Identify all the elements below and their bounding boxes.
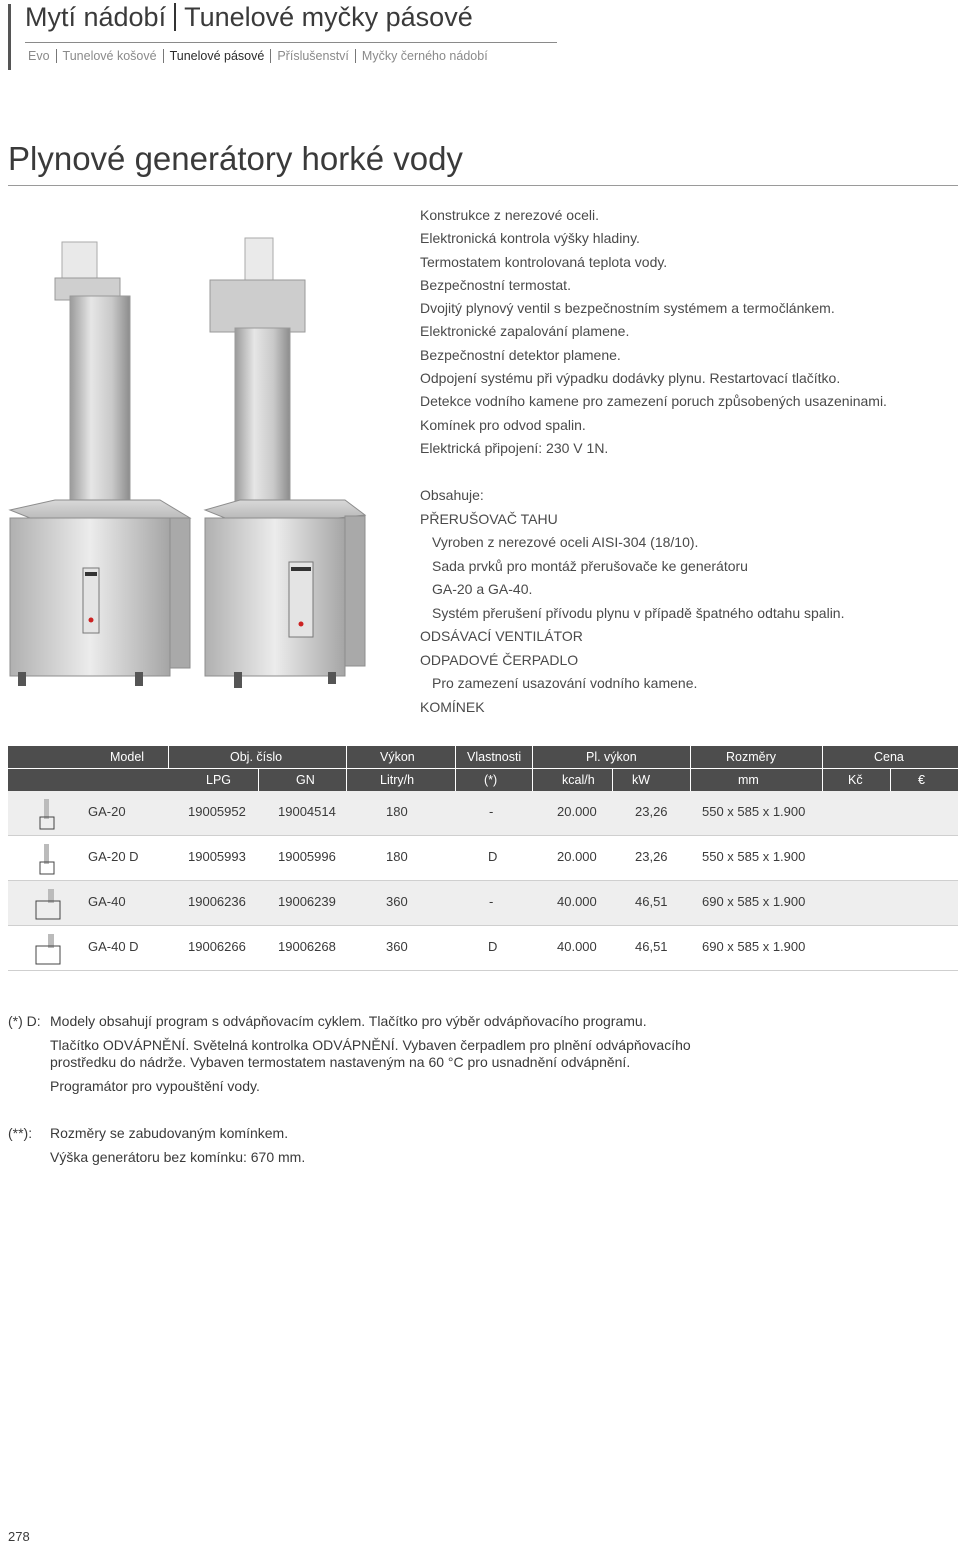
footnote-line: Výška generátoru bez komínku: 670 mm. [50,1149,306,1165]
feature-item: Konstrukce z nerezové oceli. [420,207,599,223]
th-kc: Kč [848,773,863,787]
contents-subitem: GA-20 a GA-40. [432,581,533,597]
cell-vlastnosti: - [489,804,494,819]
th-star: (*) [484,773,498,787]
footnote-line: Programátor pro vypouštění vody. [50,1078,260,1094]
cell-model: GA-40 D [88,939,139,954]
th-divider [532,769,533,791]
product-thumbnail [30,932,74,966]
table-row [8,836,958,880]
cell-vlastnosti: D [488,939,498,954]
cell-rozmery: 550 x 585 x 1.900 [702,849,806,864]
feature-item: Bezpečnostní detektor plamene. [420,346,621,363]
th-rozmery: Rozměry [726,750,777,764]
th-eur: € [918,773,925,787]
cell-kw: 23,26 [635,849,668,864]
product-thumbnail [30,887,74,921]
th-divider [690,769,691,791]
footnote-line: Rozměry se zabudovaným komínkem. [50,1125,289,1141]
cell-gn: 19004514 [278,804,336,819]
section-rule [8,185,958,186]
nav-item-tunelove-kosove[interactable]: Tunelové košové [56,49,163,63]
th-mm: mm [738,773,759,787]
th-gn: GN [296,773,315,787]
th-pl-vykon: Pl. výkon [586,750,637,764]
th-divider [690,746,691,768]
th-lpg: LPG [206,773,232,787]
th-divider [258,769,259,791]
table-header-row-1 [8,746,958,768]
row-divider [8,970,958,971]
feature-item: Detekce vodního kamene pro zamezení poruch způsobených usazeninami. [420,393,887,410]
th-vykon: Výkon [380,750,415,764]
cell-model: GA-40 [88,894,126,909]
cell-lpg: 19006266 [188,939,246,954]
nav-item-tunelove-pasove[interactable]: Tunelové pásové [163,49,271,63]
feature-item: Komínek pro odvod spalin. [420,416,586,433]
th-divider [532,746,533,768]
cell-litry: 360 [386,894,408,909]
contents-item: ODPADOVÉ ČERPADLO [420,651,579,668]
cell-lpg: 19005952 [188,804,246,819]
product-thumbnail [30,797,74,831]
generator-small [10,242,190,686]
feature-item: Elektronické zapalování plamene. [420,323,630,340]
cell-lpg: 19006236 [188,894,246,909]
cell-model: GA-20 [88,804,126,819]
th-divider [168,746,169,768]
feature-item: Elektronická kontrola výšky hladiny. [420,230,640,247]
th-kw: kW [632,773,651,787]
cell-lpg: 19005993 [188,849,246,864]
th-cena: Cena [874,750,904,764]
th-divider [822,746,823,768]
header-title-divider [174,3,176,31]
breadcrumb-nav [28,49,494,63]
contents-subitem: Pro zamezení usazování vodního kamene. [432,675,698,691]
feature-item: Bezpečnostní termostat. [420,276,571,293]
cell-litry: 180 [386,804,408,819]
feature-list [420,204,887,460]
product-photo [0,200,410,700]
cell-kcal: 20.000 [557,849,597,864]
section-title: Plynové generátory horké vody [8,140,463,177]
cell-rozmery: 690 x 585 x 1.900 [702,894,806,909]
feature-item: Termostatem kontrolovaná teplota vody. [420,253,668,270]
th-divider [346,769,347,791]
table-header-row-2 [8,769,958,791]
th-kcal: kcal/h [562,773,595,787]
cell-model: GA-20 D [88,849,139,864]
header-category: Mytí nádobí [25,2,167,32]
th-obj: Obj. číslo [230,750,283,764]
cell-gn: 19006268 [278,939,336,954]
th-model: Model [110,750,145,764]
contents-item: ODSÁVACÍ VENTILÁTOR [420,628,583,644]
header-rule [25,42,557,43]
table-row [8,881,958,925]
page-number: 278 [8,1529,30,1544]
cell-litry: 180 [386,849,408,864]
th-divider [822,769,823,791]
cell-gn: 19006239 [278,894,336,909]
contents-subitem: Vyroben z nerezové oceli AISI-304 (18/10). [432,534,699,550]
contents-item: PŘERUŠOVAČ TAHU [420,510,558,527]
contents-heading: Obsahuje: [420,487,484,503]
footnote-line: Tlačítko ODVÁPNĚNÍ. Světelná kontrolka ODVÁPNĚNÍ. Vybaven čerpadlem pro plnění odvápňovacího [50,1037,691,1053]
cell-kcal: 20.000 [557,804,597,819]
th-divider [455,769,456,791]
table-row [8,791,958,835]
feature-item: Odpojení systému při výpadku dodávky plynu. Restartovací tlačítko. [420,370,841,387]
cell-vlastnosti: - [489,894,494,909]
cell-vlastnosti: D [488,849,498,864]
th-vlastnosti: Vlastnosti [467,750,522,764]
cell-kcal: 40.000 [557,939,597,954]
th-divider [346,746,347,768]
feature-item: Elektrická připojení: 230 V 1N. [420,439,609,456]
contents-subitem: Sada prvků pro montáž přerušovače ke generátoru [432,557,748,574]
cell-kw: 23,26 [635,804,668,819]
cell-kw: 46,51 [635,939,668,954]
cell-rozmery: 550 x 585 x 1.900 [702,804,806,819]
generator-large [205,238,365,688]
th-divider [612,769,613,791]
contents-subitem: Systém přerušení přívodu plynu v případě špatného odtahu spalin. [432,604,845,621]
table-row [8,926,958,970]
footnote-label: (*) D: [8,1013,41,1029]
header-subcategory: Tunelové myčky pásové [184,2,473,32]
nav-item-prislusenstvi[interactable]: Příslušenství [270,49,355,63]
footnote-line: prostředku do nádrže. Vybaven termostatem nastaveným na 60 °C pro usnadnění odvápnění. [50,1054,631,1070]
th-divider [455,746,456,768]
nav-item-evo[interactable]: Evo [28,49,50,63]
cell-kcal: 40.000 [557,894,597,909]
cell-kw: 46,51 [635,894,668,909]
nav-item-mycky-cerneho-nadobi[interactable]: Myčky černého nádobí [355,49,494,63]
cell-litry: 360 [386,939,408,954]
footnote-label: (**): [8,1125,33,1141]
header-title [25,2,473,33]
header-accent-bar [8,4,11,70]
cell-rozmery: 690 x 585 x 1.900 [702,939,806,954]
product-thumbnail [30,842,74,876]
contents-list [420,484,844,719]
footnote-line: Modely obsahují program s odvápňovacím cyklem. Tlačítko pro výběr odvápňovacího programu. [50,1013,647,1029]
cell-gn: 19005996 [278,849,336,864]
feature-item: Dvojitý plynový ventil s bezpečnostním systémem a termočlánkem. [420,300,835,317]
contents-item: KOMÍNEK [420,698,485,715]
th-litry: Litry/h [380,773,415,787]
th-divider [890,769,891,791]
